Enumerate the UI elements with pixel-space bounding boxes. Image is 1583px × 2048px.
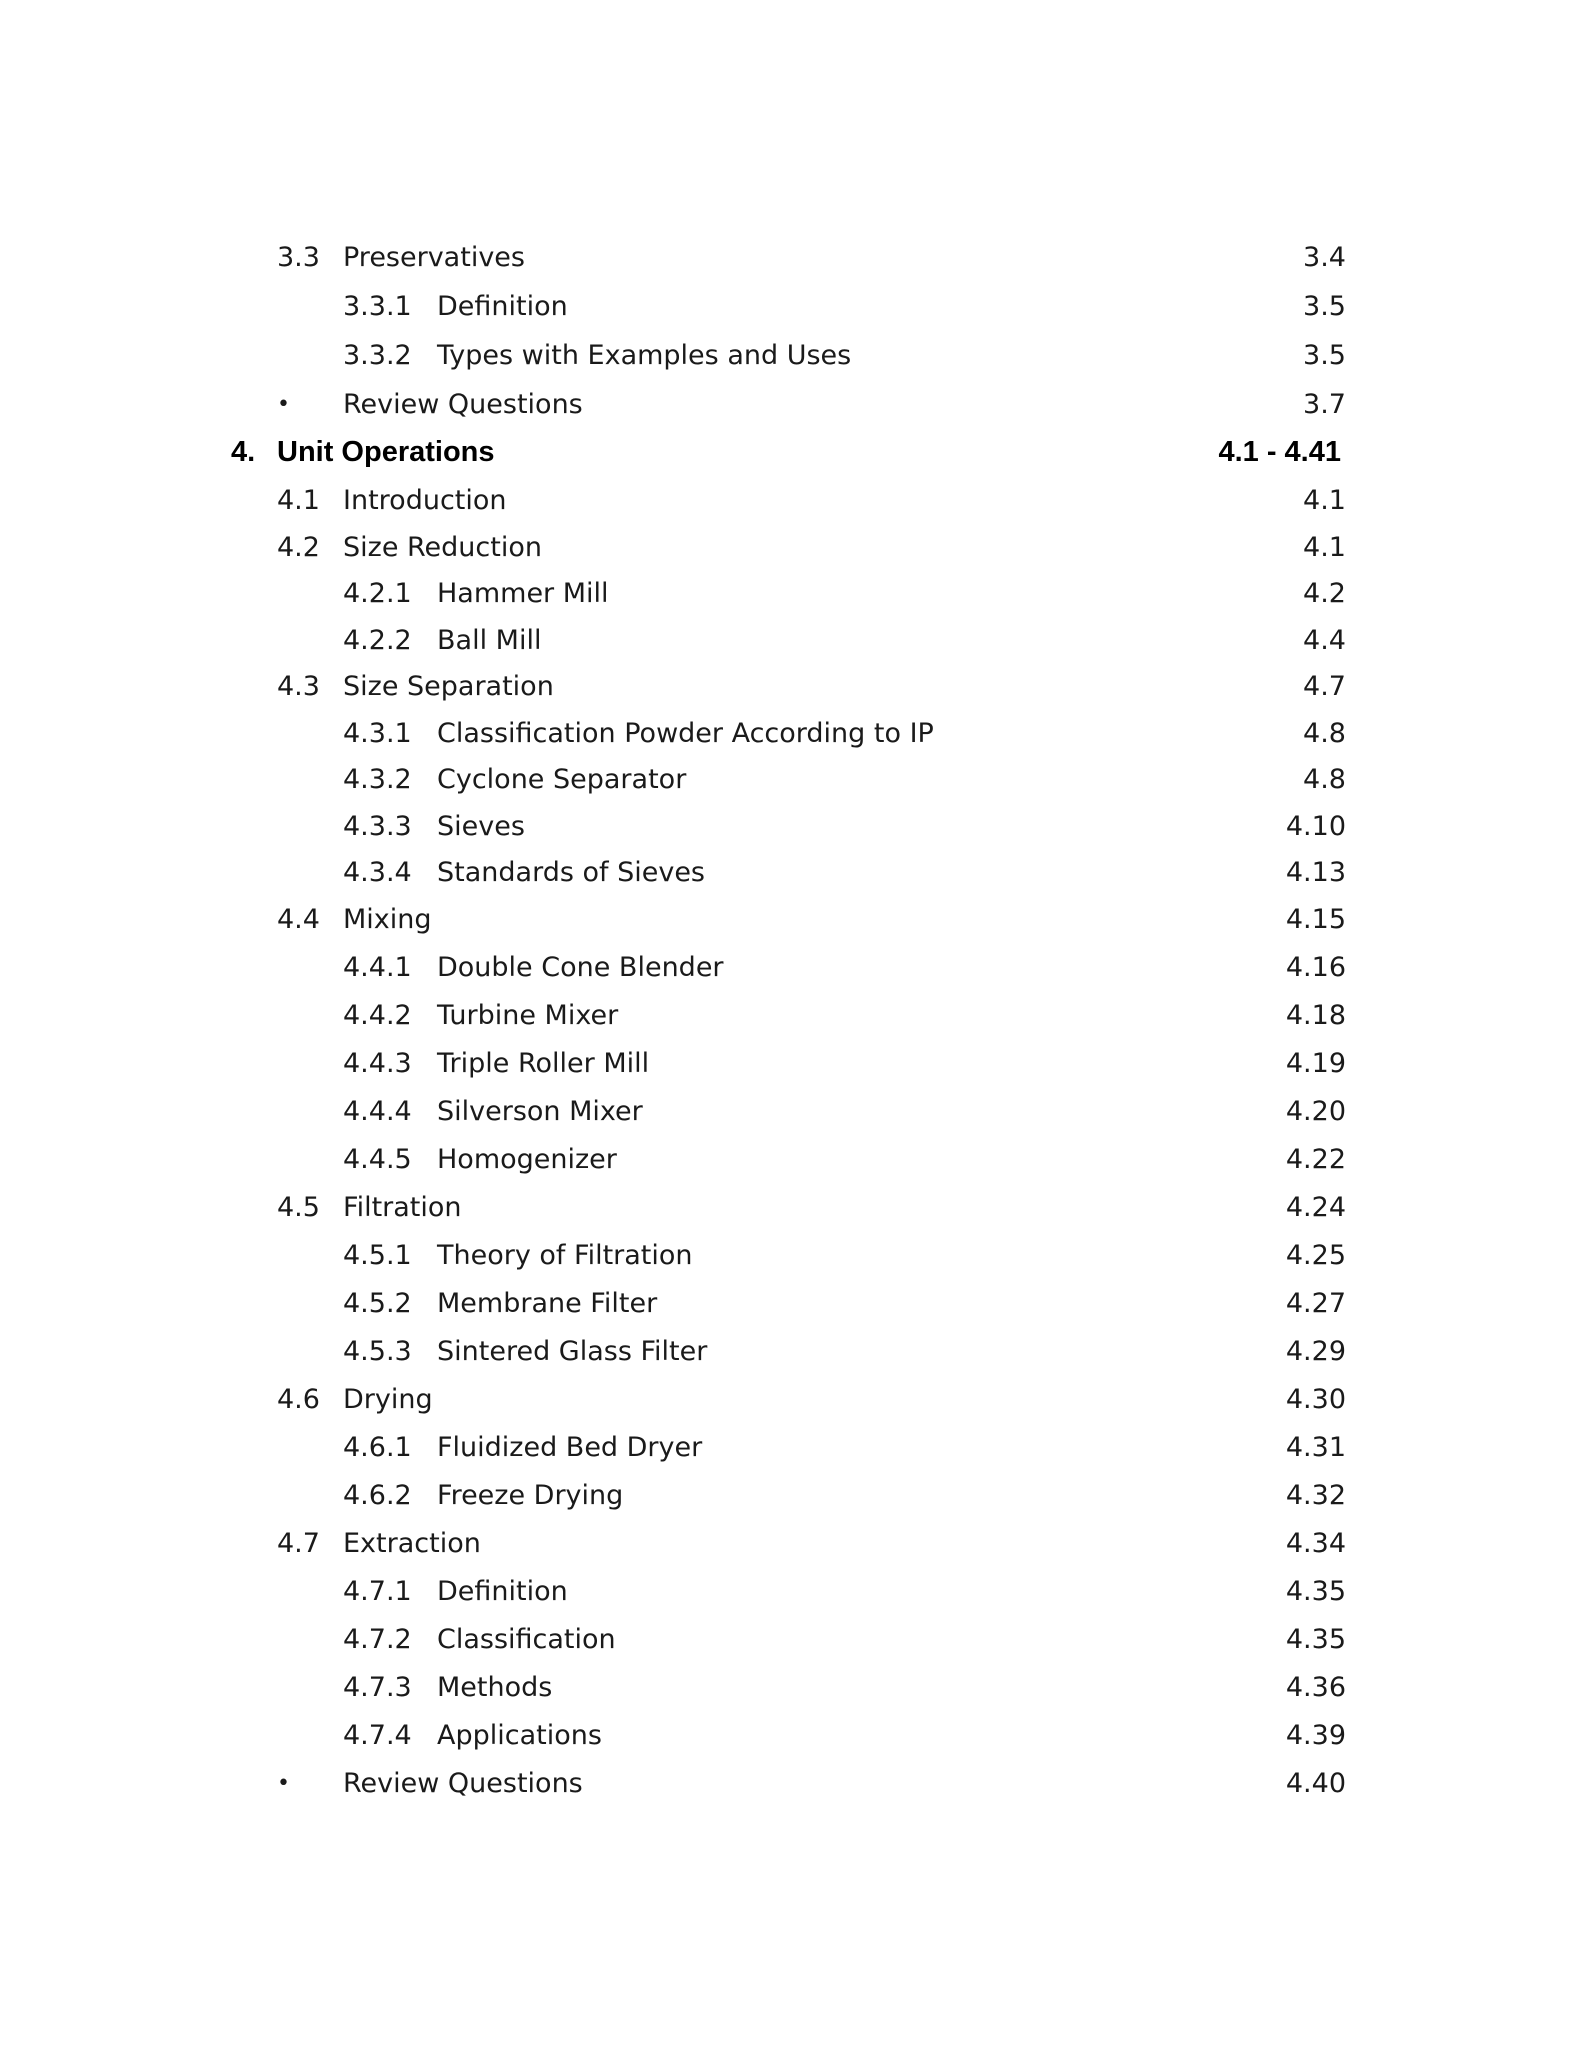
entry-number: 3.3.2 bbox=[343, 340, 412, 371]
entry-page-number: 3.4 bbox=[1303, 242, 1346, 273]
toc-section-entry bbox=[0, 524, 1583, 572]
entry-page-number: 4.8 bbox=[1303, 718, 1346, 749]
entry-page-number: 3.5 bbox=[1303, 291, 1346, 322]
toc-subsection-entry bbox=[0, 1616, 1583, 1664]
entry-title: Membrane Filter bbox=[437, 1288, 658, 1319]
toc-subsection-entry bbox=[0, 1568, 1583, 1616]
entry-page-number: 4.16 bbox=[1285, 952, 1346, 983]
toc-subsection-entry bbox=[0, 1472, 1583, 1520]
entry-number: 4.7.2 bbox=[343, 1624, 412, 1655]
entry-title: Definition bbox=[437, 291, 568, 322]
entry-title: Sieves bbox=[437, 811, 525, 842]
entry-page-number: 4.27 bbox=[1285, 1288, 1346, 1319]
entry-title: Double Cone Blender bbox=[437, 952, 724, 983]
entry-title: Filtration bbox=[343, 1192, 462, 1223]
entry-title: Triple Roller Mill bbox=[437, 1048, 650, 1079]
entry-number: 4.1 bbox=[277, 485, 320, 516]
entry-number: 4.5.1 bbox=[343, 1240, 412, 1271]
entry-title: Definition bbox=[437, 1576, 568, 1607]
entry-number: 4.5.2 bbox=[343, 1288, 412, 1319]
toc-subsection-entry bbox=[0, 944, 1583, 992]
entry-page-number: 4.22 bbox=[1285, 1144, 1346, 1175]
entry-number: 4.4.1 bbox=[343, 952, 412, 983]
toc-subsection-entry bbox=[0, 1712, 1583, 1760]
entry-page-number: 4.31 bbox=[1285, 1432, 1346, 1463]
toc-section-entry bbox=[0, 1520, 1583, 1568]
bullet-marker: • bbox=[277, 1771, 290, 1796]
bullet-marker: • bbox=[277, 392, 290, 417]
entry-page-number: 4.1 bbox=[1303, 532, 1346, 563]
entry-title: Freeze Drying bbox=[437, 1480, 624, 1511]
entry-page-number: 4.4 bbox=[1303, 625, 1346, 656]
entry-number: 4.7.4 bbox=[343, 1720, 412, 1751]
entry-number: 4. bbox=[231, 436, 256, 468]
entry-page-number: 4.39 bbox=[1285, 1720, 1346, 1751]
toc-subsection-entry bbox=[0, 283, 1583, 331]
entry-number: 4.3.3 bbox=[343, 811, 412, 842]
entry-number: 4.6.1 bbox=[343, 1432, 412, 1463]
entry-number: 4.3.2 bbox=[343, 764, 412, 795]
entry-number: 4.2.2 bbox=[343, 625, 412, 656]
toc-section-entry bbox=[0, 477, 1583, 525]
entry-page-number: 4.30 bbox=[1285, 1384, 1346, 1415]
entry-title: Ball Mill bbox=[437, 625, 542, 656]
toc-subsection-entry bbox=[0, 617, 1583, 665]
toc-subsection-entry bbox=[0, 710, 1583, 758]
toc-subsection-entry bbox=[0, 570, 1583, 618]
entry-title: Extraction bbox=[343, 1528, 481, 1559]
entry-number: 4.6 bbox=[277, 1384, 320, 1415]
entry-number: 4.3.1 bbox=[343, 718, 412, 749]
entry-title: Applications bbox=[437, 1720, 602, 1751]
entry-title: Theory of Filtration bbox=[437, 1240, 693, 1271]
entry-number: 4.7.1 bbox=[343, 1576, 412, 1607]
entry-page-number: 4.15 bbox=[1285, 904, 1346, 935]
toc-subsection-entry bbox=[0, 992, 1583, 1040]
entry-page-number: 4.2 bbox=[1303, 578, 1346, 609]
entry-page-number: 4.18 bbox=[1285, 1000, 1346, 1031]
entry-number: 4.6.2 bbox=[343, 1480, 412, 1511]
entry-title: Review Questions bbox=[343, 1768, 583, 1799]
entry-title: Classification bbox=[437, 1624, 616, 1655]
entry-page-number: 4.19 bbox=[1285, 1048, 1346, 1079]
toc-subsection-entry bbox=[0, 1424, 1583, 1472]
entry-title: Hammer Mill bbox=[437, 578, 609, 609]
toc-subsection-entry bbox=[0, 1280, 1583, 1328]
toc-subsection-entry bbox=[0, 803, 1583, 851]
entry-number: 4.4.3 bbox=[343, 1048, 412, 1079]
entry-page-number: 4.13 bbox=[1285, 857, 1346, 888]
entry-title: Standards of Sieves bbox=[437, 857, 705, 888]
entry-page-number: 4.24 bbox=[1285, 1192, 1346, 1223]
entry-page-number: 4.40 bbox=[1285, 1768, 1346, 1799]
entry-number: 4.4 bbox=[277, 904, 320, 935]
entry-page-number: 4.25 bbox=[1285, 1240, 1346, 1271]
entry-page-number: 4.1 bbox=[1303, 485, 1346, 516]
entry-page-number: 4.35 bbox=[1285, 1576, 1346, 1607]
entry-title: Unit Operations bbox=[277, 436, 495, 468]
entry-title: Drying bbox=[343, 1384, 433, 1415]
toc-subsection-entry bbox=[0, 1328, 1583, 1376]
entry-title: Classification Powder According to IP bbox=[437, 718, 934, 749]
toc-subsection-entry bbox=[0, 332, 1583, 380]
entry-title: Types with Examples and Uses bbox=[437, 340, 852, 371]
toc-subsection-entry bbox=[0, 849, 1583, 897]
entry-title: Preservatives bbox=[343, 242, 525, 273]
toc-section-entry bbox=[0, 1376, 1583, 1424]
toc-subsection-entry bbox=[0, 1232, 1583, 1280]
entry-number: 4.5.3 bbox=[343, 1336, 412, 1367]
entry-title: Silverson Mixer bbox=[437, 1096, 643, 1127]
entry-number: 4.7 bbox=[277, 1528, 320, 1559]
entry-title: Sintered Glass Filter bbox=[437, 1336, 708, 1367]
entry-page-number: 4.36 bbox=[1285, 1672, 1346, 1703]
entry-title: Size Reduction bbox=[343, 532, 542, 563]
entry-number: 4.2.1 bbox=[343, 578, 412, 609]
entry-page-number: 4.8 bbox=[1303, 764, 1346, 795]
toc-subsection-entry bbox=[0, 1088, 1583, 1136]
entry-title: Homogenizer bbox=[437, 1144, 617, 1175]
entry-number: 4.7.3 bbox=[343, 1672, 412, 1703]
toc-section-entry bbox=[0, 234, 1583, 282]
entry-title: Size Separation bbox=[343, 671, 554, 702]
toc-section-entry bbox=[0, 1184, 1583, 1232]
entry-number: 4.3.4 bbox=[343, 857, 412, 888]
entry-number: 4.4.4 bbox=[343, 1096, 412, 1127]
entry-title: Methods bbox=[437, 1672, 553, 1703]
entry-page-number: 4.20 bbox=[1285, 1096, 1346, 1127]
entry-title: Cyclone Separator bbox=[437, 764, 687, 795]
entry-number: 3.3.1 bbox=[343, 291, 412, 322]
toc-subsection-entry bbox=[0, 1040, 1583, 1088]
entry-page-number: 4.29 bbox=[1285, 1336, 1346, 1367]
entry-page-number: 4.34 bbox=[1285, 1528, 1346, 1559]
entry-page-number: 3.7 bbox=[1303, 389, 1346, 420]
toc-bullet-entry bbox=[0, 1760, 1583, 1808]
entry-page-number: 4.35 bbox=[1285, 1624, 1346, 1655]
entry-page-number: 3.5 bbox=[1303, 340, 1346, 371]
entry-number: 4.5 bbox=[277, 1192, 320, 1223]
toc-bullet-entry bbox=[0, 381, 1583, 429]
entry-page-number: 4.10 bbox=[1285, 811, 1346, 842]
toc-subsection-entry bbox=[0, 1136, 1583, 1184]
entry-title: Review Questions bbox=[343, 389, 583, 420]
toc-section-entry bbox=[0, 663, 1583, 711]
toc-section-entry bbox=[0, 896, 1583, 944]
entry-number: 3.3 bbox=[277, 242, 320, 273]
toc-chapter-entry bbox=[0, 428, 1583, 476]
entry-number: 4.2 bbox=[277, 532, 320, 563]
entry-number: 4.4.5 bbox=[343, 1144, 412, 1175]
toc-subsection-entry bbox=[0, 1664, 1583, 1712]
entry-page-number: 4.32 bbox=[1285, 1480, 1346, 1511]
entry-title: Turbine Mixer bbox=[437, 1000, 619, 1031]
entry-number: 4.4.2 bbox=[343, 1000, 412, 1031]
entry-title: Fluidized Bed Dryer bbox=[437, 1432, 703, 1463]
entry-number: 4.3 bbox=[277, 671, 320, 702]
entry-page-number: 4.1 - 4.41 bbox=[1218, 436, 1341, 468]
toc-subsection-entry bbox=[0, 756, 1583, 804]
entry-title: Mixing bbox=[343, 904, 432, 935]
entry-page-number: 4.7 bbox=[1303, 671, 1346, 702]
entry-title: Introduction bbox=[343, 485, 507, 516]
